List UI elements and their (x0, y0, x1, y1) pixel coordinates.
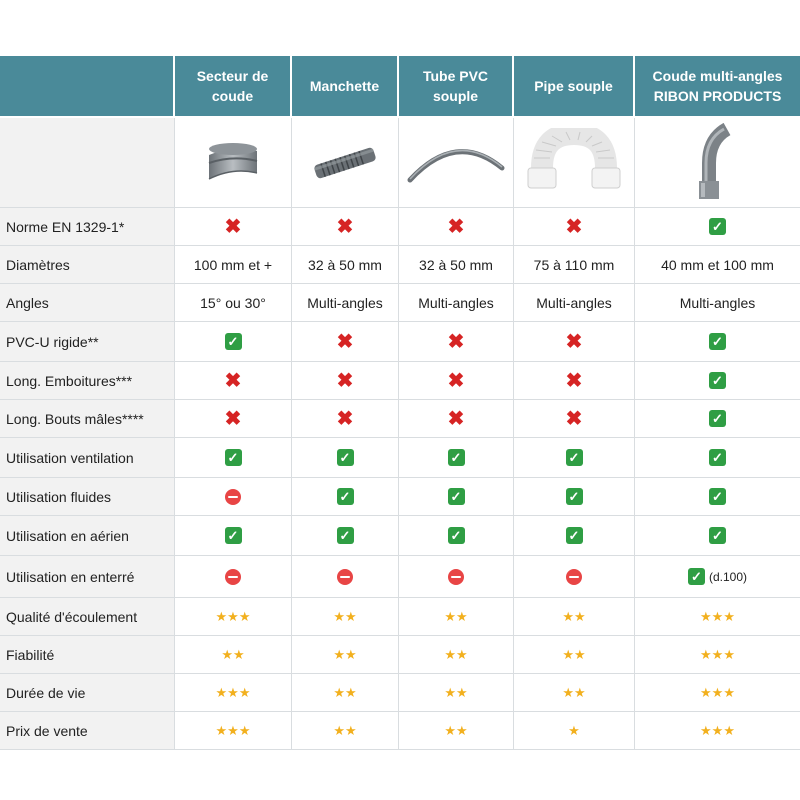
table-cell (635, 516, 800, 555)
table-cell (292, 322, 399, 361)
table-cell (399, 556, 514, 597)
cross-icon: ✖ (336, 407, 354, 430)
check-icon: ✓ (566, 527, 583, 544)
table-cell (292, 478, 399, 515)
table-cell (292, 556, 399, 597)
check-icon: ✓ (337, 488, 354, 505)
table-cell (514, 478, 635, 515)
check-icon: ✓ (337, 527, 354, 544)
table-row (0, 438, 800, 478)
cross-icon: ✖ (565, 369, 583, 392)
table-cell (399, 636, 514, 673)
table-cell (175, 322, 292, 361)
table-cell (514, 400, 635, 437)
table-cell (514, 556, 635, 597)
table-cell (399, 438, 514, 477)
star-rating-icon: ★★ (221, 646, 245, 662)
comparison-table (0, 56, 800, 750)
check-icon: ✓ (709, 372, 726, 389)
check-icon: ✓ (709, 527, 726, 544)
table-cell (175, 438, 292, 477)
table-cell (399, 598, 514, 635)
check-icon: ✓ (448, 449, 465, 466)
cross-icon: ✖ (224, 215, 242, 238)
row-label: Diamètres (0, 246, 175, 283)
pipe-bend-sector-image (175, 118, 292, 207)
table-cell (175, 674, 292, 711)
table-row (0, 322, 800, 362)
check-icon: ✓ (709, 218, 726, 235)
table-row (0, 598, 800, 636)
cell-note: (d.100) (708, 569, 748, 584)
row-label: Long. Bouts mâles**** (0, 400, 175, 437)
cross-icon: ✖ (336, 369, 354, 392)
table-row (0, 674, 800, 712)
row-label: Angles (0, 284, 175, 321)
table-cell (292, 208, 399, 245)
check-icon: ✓ (448, 488, 465, 505)
table-cell (635, 598, 800, 635)
star-rating-icon: ★★ (444, 646, 468, 662)
cross-icon: ✖ (224, 369, 242, 392)
table-cell (175, 598, 292, 635)
check-icon: ✓ (709, 333, 726, 350)
table-cell (175, 400, 292, 437)
check-icon: ✓ (709, 449, 726, 466)
check-icon: ✓ (225, 527, 242, 544)
table-cell (635, 712, 800, 749)
check-icon: ✓ (566, 488, 583, 505)
table-cell (514, 598, 635, 635)
table-cell (399, 674, 514, 711)
row-label: Fiabilité (0, 636, 175, 673)
flexible-pvc-tube-image (399, 118, 514, 207)
table-cell (514, 284, 635, 321)
star-rating-icon: ★★★ (700, 646, 735, 662)
table-cell (514, 674, 635, 711)
row-label: Utilisation ventilation (0, 438, 175, 477)
table-cell (292, 438, 399, 477)
cell-text: 75 à 110 mm (533, 256, 615, 273)
star-rating-icon: ★★★ (700, 722, 735, 738)
table-row (0, 636, 800, 674)
table-cell (175, 516, 292, 555)
star-rating-icon: ★★★ (700, 684, 735, 700)
table-row (0, 246, 800, 284)
table-cell (399, 516, 514, 555)
no-entry-icon (566, 569, 582, 585)
header-coude-multi-angles: Coude multi-angles RIBON PRODUCTS (635, 56, 800, 116)
table-row (0, 712, 800, 750)
check-icon: ✓ (688, 568, 705, 585)
cross-icon: ✖ (447, 369, 465, 392)
cell-text: 40 mm et 100 mm (661, 256, 774, 273)
table-cell (635, 208, 800, 245)
table-cell (514, 438, 635, 477)
star-rating-icon: ★★★ (215, 608, 251, 624)
table-cell (292, 636, 399, 673)
row-label: Utilisation en aérien (0, 516, 175, 555)
star-rating-icon: ★★ (444, 608, 468, 624)
star-rating-icon: ★★ (562, 646, 586, 662)
table-cell (292, 598, 399, 635)
table-cell (514, 712, 635, 749)
cross-icon: ✖ (565, 407, 583, 430)
row-label: Durée de vie (0, 674, 175, 711)
table-cell (175, 208, 292, 245)
table-cell (635, 556, 800, 597)
table-cell (292, 712, 399, 749)
table-cell (399, 362, 514, 399)
cell-text: 32 à 50 mm (419, 256, 493, 273)
header-row (0, 56, 800, 118)
cross-icon: ✖ (224, 407, 242, 430)
check-icon: ✓ (337, 449, 354, 466)
table-body (0, 208, 800, 750)
table-cell (635, 284, 800, 321)
no-entry-icon (225, 489, 241, 505)
row-label: Utilisation fluides (0, 478, 175, 515)
header-empty-cell (0, 56, 175, 116)
table-row (0, 208, 800, 246)
star-rating-icon: ★★ (333, 646, 357, 662)
cell-text: Multi-angles (679, 294, 756, 311)
star-rating-icon: ★★ (444, 722, 468, 738)
cross-icon: ✖ (447, 215, 465, 238)
table-cell (292, 362, 399, 399)
header-pipe-souple: Pipe souple (514, 56, 635, 116)
flexible-sleeve-image (292, 118, 399, 207)
cell-text: 32 à 50 mm (308, 256, 382, 273)
cross-icon: ✖ (565, 215, 583, 238)
star-rating-icon: ★★ (333, 722, 357, 738)
row-label: Prix de vente (0, 712, 175, 749)
cross-icon: ✖ (447, 330, 465, 353)
header-secteur-de-coude: Secteur de coude (175, 56, 292, 116)
table-cell (399, 284, 514, 321)
table-cell (175, 636, 292, 673)
table-cell (399, 246, 514, 283)
table-cell (635, 322, 800, 361)
table-cell (514, 362, 635, 399)
table-cell (399, 322, 514, 361)
multi-angle-elbow-image (635, 118, 800, 207)
table-row (0, 362, 800, 400)
table-row (0, 556, 800, 598)
star-rating-icon: ★★ (562, 608, 586, 624)
image-row (0, 118, 800, 208)
table-cell (635, 246, 800, 283)
table-cell (514, 246, 635, 283)
cross-icon: ✖ (565, 330, 583, 353)
no-entry-icon (448, 569, 464, 585)
check-icon: ✓ (225, 333, 242, 350)
table-row (0, 516, 800, 556)
star-rating-icon: ★★★ (215, 684, 251, 700)
table-cell (399, 478, 514, 515)
row-label: Utilisation en enterré (0, 556, 175, 597)
cross-icon: ✖ (447, 407, 465, 430)
table-cell (514, 208, 635, 245)
table-row (0, 478, 800, 516)
table-row (0, 284, 800, 322)
table-cell (514, 516, 635, 555)
table-cell (399, 712, 514, 749)
table-row (0, 400, 800, 438)
table-cell (514, 636, 635, 673)
table-cell (399, 400, 514, 437)
cell-text: Multi-angles (307, 294, 383, 311)
cross-icon: ✖ (336, 330, 354, 353)
table-cell (399, 208, 514, 245)
table-cell (175, 712, 292, 749)
no-entry-icon (225, 569, 241, 585)
row-label: Norme EN 1329-1* (0, 208, 175, 245)
cell-text: 100 mm et + (193, 256, 273, 273)
star-rating-icon: ★★ (333, 608, 357, 624)
table-cell (292, 400, 399, 437)
check-icon: ✓ (709, 488, 726, 505)
star-rating-icon: ★★ (444, 684, 468, 700)
header-manchette: Manchette (292, 56, 399, 116)
cross-icon: ✖ (336, 215, 354, 238)
table-cell (635, 362, 800, 399)
check-icon: ✓ (448, 527, 465, 544)
check-icon: ✓ (566, 449, 583, 466)
row-label: Qualité d'écoulement (0, 598, 175, 635)
cell-text: 15° ou 30° (200, 294, 266, 311)
star-rating-icon: ★★ (562, 684, 586, 700)
table-cell (175, 284, 292, 321)
table-cell (514, 322, 635, 361)
cell-text: Multi-angles (536, 294, 612, 311)
table-cell (175, 362, 292, 399)
star-rating-icon: ★★★ (215, 722, 251, 738)
image-row-label-cell (0, 118, 175, 207)
cell-text: Multi-angles (418, 294, 494, 311)
table-cell (175, 478, 292, 515)
table-cell (635, 400, 800, 437)
table-cell (292, 674, 399, 711)
row-label: Long. Emboitures*** (0, 362, 175, 399)
table-cell (635, 478, 800, 515)
table-cell (175, 556, 292, 597)
table-cell (292, 284, 399, 321)
table-cell (635, 438, 800, 477)
table-cell (292, 246, 399, 283)
table-cell (635, 636, 800, 673)
no-entry-icon (337, 569, 353, 585)
table-cell (175, 246, 292, 283)
row-label: PVC-U rigide** (0, 322, 175, 361)
flexible-pipe-image (514, 118, 635, 207)
star-rating-icon: ★★★ (700, 608, 735, 624)
check-icon: ✓ (225, 449, 242, 466)
header-tube-pvc-souple: Tube PVC souple (399, 56, 514, 116)
star-rating-icon: ★ (568, 722, 580, 738)
table-cell (292, 516, 399, 555)
star-rating-icon: ★★ (333, 684, 357, 700)
check-icon: ✓ (709, 410, 726, 427)
table-cell (635, 674, 800, 711)
